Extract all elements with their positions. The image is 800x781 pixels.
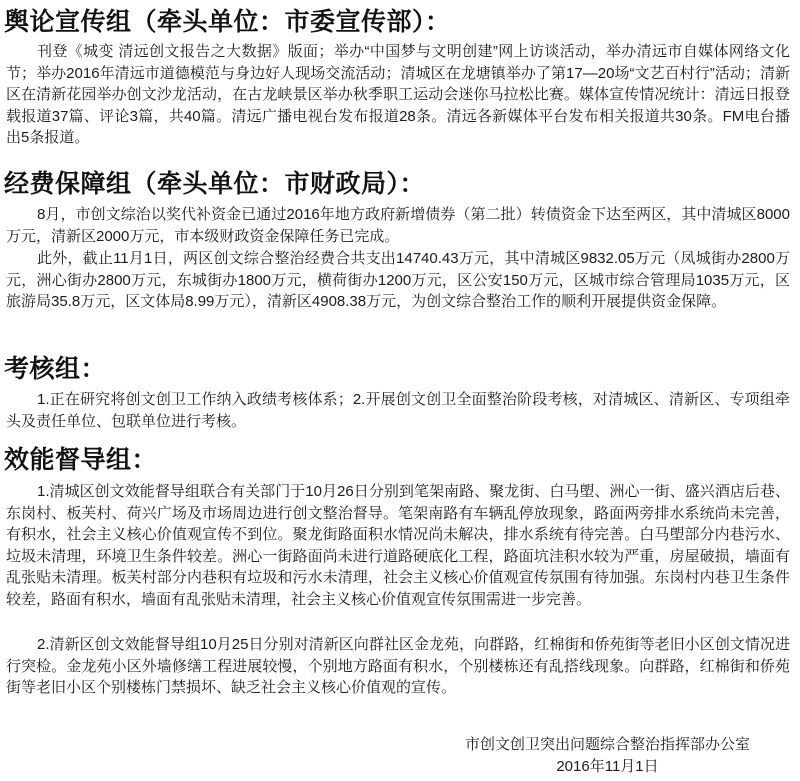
signature-block <box>465 734 750 778</box>
section-paragraph: 刊登《城变 清远创文报告之大数据》版面；举办“中国梦与文明创建”网上访谈活动，举办清远市自媒体网络文化节；举办2016年清远市道德模范与身边好人现场交流活动；清城区在龙塘镇举办了第17—20场“文艺百村行”活动；清新区在清新花园举办创文沙龙活动，在古龙峡景区举办秋季职工运动会迷你马拉松比赛。媒体宣传情况统计：清远日报登载报道37篇、评论3篇，共40篇。清远广播电视台发布报道28条。清远各新媒体平台发布相关报道共30条。FM电台播出5条报道。 <box>6 43 790 147</box>
section-heading: 舆论宣传组（牵头单位：市委宣传部）： <box>4 7 451 36</box>
section-paragraph: 2.清新区创文效能督导组10月25日分别对清新区向群社区金龙苑，向群路，红棉街和侨苑街等老旧小区创文情况进行突检。金龙苑小区外墙修缮工程进展较慢，个别地方路面有积水，个别楼栋还有乱搭线现象。向群路，红棉街和侨苑街等老旧小区个别楼栋门禁损坏、缺乏社会主义核心价值观的宣传。 <box>6 636 790 697</box>
section-paragraph: 此外，截止11月1日，两区创文综合整治经费合共支出14740.43万元，其中清城区9832.05万元（凤城街办2800万元，洲心街办2800万元，东城街办1800万元，横荷街办1200万元，区公安150万元，区城市综合管理局1035万元，区旅游局35.8万元，区文体局8.99万元），清新区4908.38万元，为创文综合整治工作的顺利开展提供资金保障。 <box>6 250 790 311</box>
section-paragraph: 1.正在研究将创文创卫工作纳入政绩考核体系；2.开展创文创卫全面整治阶段考核，对清城区、清新区、专项组牵头及责任单位、包联单位进行考核。 <box>6 391 790 430</box>
section-heading: 考核组： <box>4 354 107 383</box>
signature-organization: 市创文创卫突出问题综合整治指挥部办公室 <box>464 736 750 753</box>
section-paragraph: 1.清城区创文效能督导组联合有关部门于10月26日分别到笔架南路、聚龙街、白马塱、洲心一街、盛兴酒店后巷、东岗村、板芙村、荷兴广场及市场周边进行创文整治督导。笔架南路有车辆乱停放现象，路面两旁排水系统尚未完善，有积水，社会主义核心价值观宣传不到位。聚龙街路面积水情况尚未解决，排水系统有待完善。白马塱部分内巷污水、垃圾未清理，环境卫生条件较差。洲心一街路面尚未进行道路硬底化工程，路面坑洼积水较为严重，房屋破损，墙面有乱张贴未清理。板芙村部分内巷积有垃圾和污水未清理，社会主义核心价值观宣传氛围有待加强。东岗村内巷卫生条件较差，路面有积水，墙面有乱张贴未清理，社会主义核心价值观宣传氛围需进一步完善。 <box>6 483 790 608</box>
section-paragraph: 8月，市创文综治以奖代补资金已通过2016年地方政府新增债券（第二批）转债资金下达至两区，其中清城区8000万元，清新区2000万元，市本级财政资金保障任务已完成。 <box>6 206 790 245</box>
section-heading: 经费保障组（牵头单位：市财政局）： <box>4 169 426 198</box>
section-heading: 效能督导组： <box>4 445 158 474</box>
signature-date: 2016年11月1日 <box>556 758 659 775</box>
